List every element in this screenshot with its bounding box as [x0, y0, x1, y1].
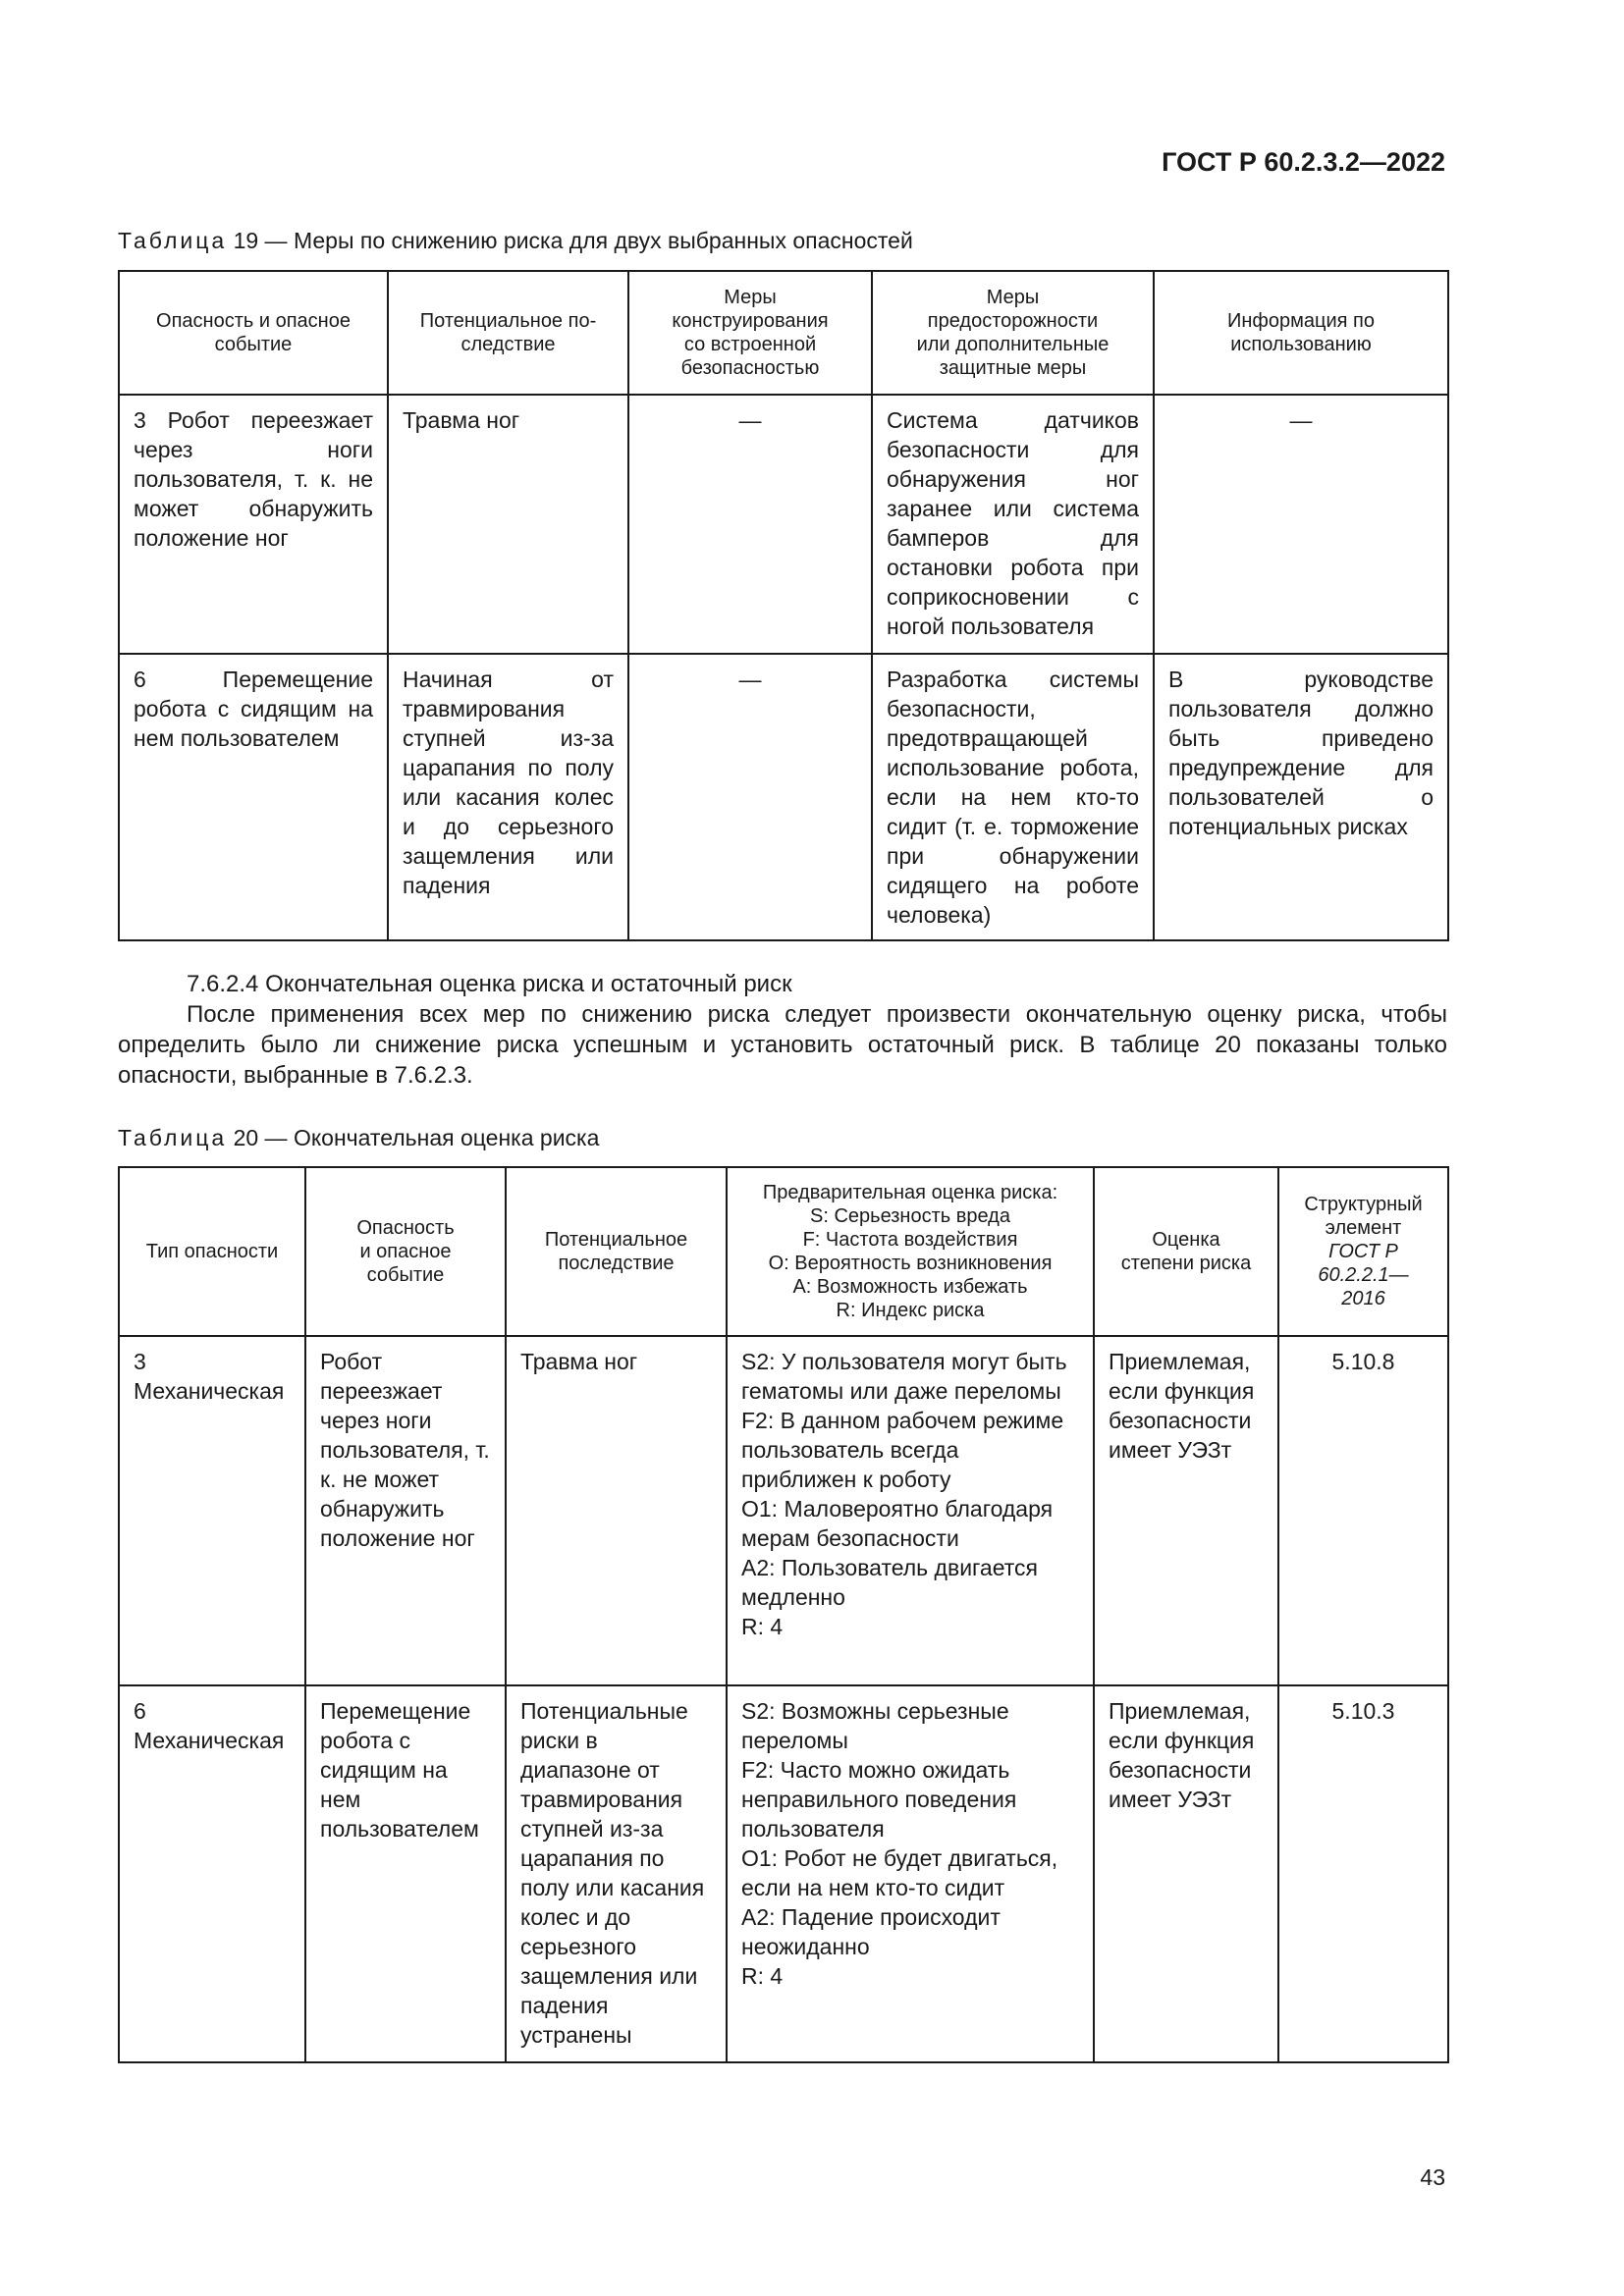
table-row — [119, 1336, 1448, 1685]
table20-row1-consequence: Травма ног — [506, 1336, 727, 1685]
table20-header-row — [119, 1167, 1448, 1336]
table19-row2-consequence: Начиная от травмирования ступней из-за царапания по полу или касания колес и до серьезного защемления или падения — [388, 654, 628, 940]
table19-header-row — [119, 271, 1448, 395]
table19 — [118, 270, 1449, 941]
table19-col-consequence: Потенциальное по- следствие — [388, 271, 628, 395]
section-paragraph: После применения всех мер по снижению риска следует произвести окончательную оценку риска, чтобы определить было ли снижение риска успешным и установить остаточный риск. В таблице 20 показаны только опасности, выбранные в 7.6.2.3. — [118, 1001, 1447, 1089]
section-heading: 7.6.2.4 Окончательная оценка риска и остаточный риск — [187, 971, 792, 997]
table-row — [119, 654, 1448, 940]
table19-row1-protective-measures: Система датчиков безопасности для обнаружения ног заранее или система бамперов для остановки робота при соприкосновении с ногой пользователя — [872, 395, 1154, 654]
table20-col-element-prefix: Структурный элемент — [1304, 1194, 1423, 1239]
table-row — [119, 395, 1448, 654]
table20-row2-assessment: S2: Возможны серьезные переломы F2: Часто можно ожидать неправильного поведения пользователя O1: Робот не будет двигаться, если на нем кто-то сидит A2: Падение происходит неожиданно R: 4 — [727, 1685, 1094, 2062]
table20-row1-assessment: S2: У пользователя могут быть гематомы или даже переломы F2: В данном рабочем режиме пользователь всегда приближен к роботу O1: Маловероятно благодаря мерам безопасности A2: Пользователь двигается медленно R: 4 — [727, 1336, 1094, 1685]
table20-col-hazard: Опасность и опасное событие — [305, 1167, 506, 1336]
table20-row2-element: 5.10.3 — [1278, 1685, 1448, 2062]
table20-caption — [118, 1125, 599, 1151]
table20-row2-type: 6 Механическая — [119, 1685, 305, 2062]
table20-row1-type: 3 Механическая — [119, 1336, 305, 1685]
table20 — [118, 1166, 1449, 2063]
table20-row1-level: Приемлемая, если функция безопасности имеет УЭЗт — [1094, 1336, 1278, 1685]
table20-row2-hazard: Перемещение робота с сидящим на нем пользователем — [305, 1685, 506, 2062]
table20-caption-word: Таблица — [118, 1125, 228, 1150]
table20-col-element-ref: ГОСТ Р 60.2.2.1— 2016 — [1318, 1241, 1409, 1309]
table19-row1-information: — — [1154, 395, 1448, 654]
table19-col-information: Информация по использованию — [1154, 271, 1448, 395]
table-row — [119, 1685, 1448, 2062]
table19-col-inherent-design: Меры конструирования со встроенной безопасностью — [628, 271, 872, 395]
table20-col-element — [1278, 1167, 1448, 1336]
table19-row1-hazard: 3 Робот переезжает через ноги пользователя, т. к. не может обнаружить положение ног — [119, 395, 388, 654]
table20-row1-hazard: Робот переезжает через ноги пользователя, т. к. не может обнаружить положение ног — [305, 1336, 506, 1685]
table20-col-type: Тип опасности — [119, 1167, 305, 1336]
table19-row2-inherent-design: — — [628, 654, 872, 940]
table20-row2-level: Приемлемая, если функция безопасности имеет УЭЗт — [1094, 1685, 1278, 2062]
table19-row1-consequence: Травма ног — [388, 395, 628, 654]
page-number: 43 — [1420, 2164, 1445, 2190]
table19-col-protective-measures: Меры предосторожности или дополнительные защитные меры — [872, 271, 1154, 395]
table20-row1-element: 5.10.8 — [1278, 1336, 1448, 1685]
table19-row2-protective-measures: Разработка системы безопасности, предотвращающей использование робота, если на нем кто-то сидит (т. е. торможение при обнаружении сидящего на роботе человека) — [872, 654, 1154, 940]
table20-col-consequence: Потенциальное последствие — [506, 1167, 727, 1336]
table19-row2-information: В руководстве пользователя должно быть приведено предупреждение для пользователей о потенциальных рисках — [1154, 654, 1448, 940]
table20-col-assessment: Предварительная оценка риска: S: Серьезность вреда F: Частота воздействия O: Вероятность возникновения A: Возможность избежать R: Индекс риска — [727, 1167, 1094, 1336]
table20-col-level: Оценка степени риска — [1094, 1167, 1278, 1336]
table20-caption-title: 20 — Окончательная оценка риска — [233, 1125, 600, 1150]
table19-caption — [118, 228, 913, 254]
section-body — [118, 969, 1447, 1091]
table19-row2-hazard: 6 Перемещение робота с сидящим на нем пользователем — [119, 654, 388, 940]
table19-caption-word: Таблица — [118, 228, 228, 253]
table19-row1-inherent-design: — — [628, 395, 872, 654]
table20-row2-consequence: Потенциальные риски в диапазоне от травмирования ступней из-за царапания по полу или касания колес и до серьезного защемления или падения устранены — [506, 1685, 727, 2062]
standard-code: ГОСТ Р 60.2.3.2—2022 — [1162, 147, 1445, 177]
table19-caption-title: 19 — Меры по снижению риска для двух выбранных опасностей — [233, 228, 913, 253]
table19-col-hazard: Опасность и опасное событие — [119, 271, 388, 395]
